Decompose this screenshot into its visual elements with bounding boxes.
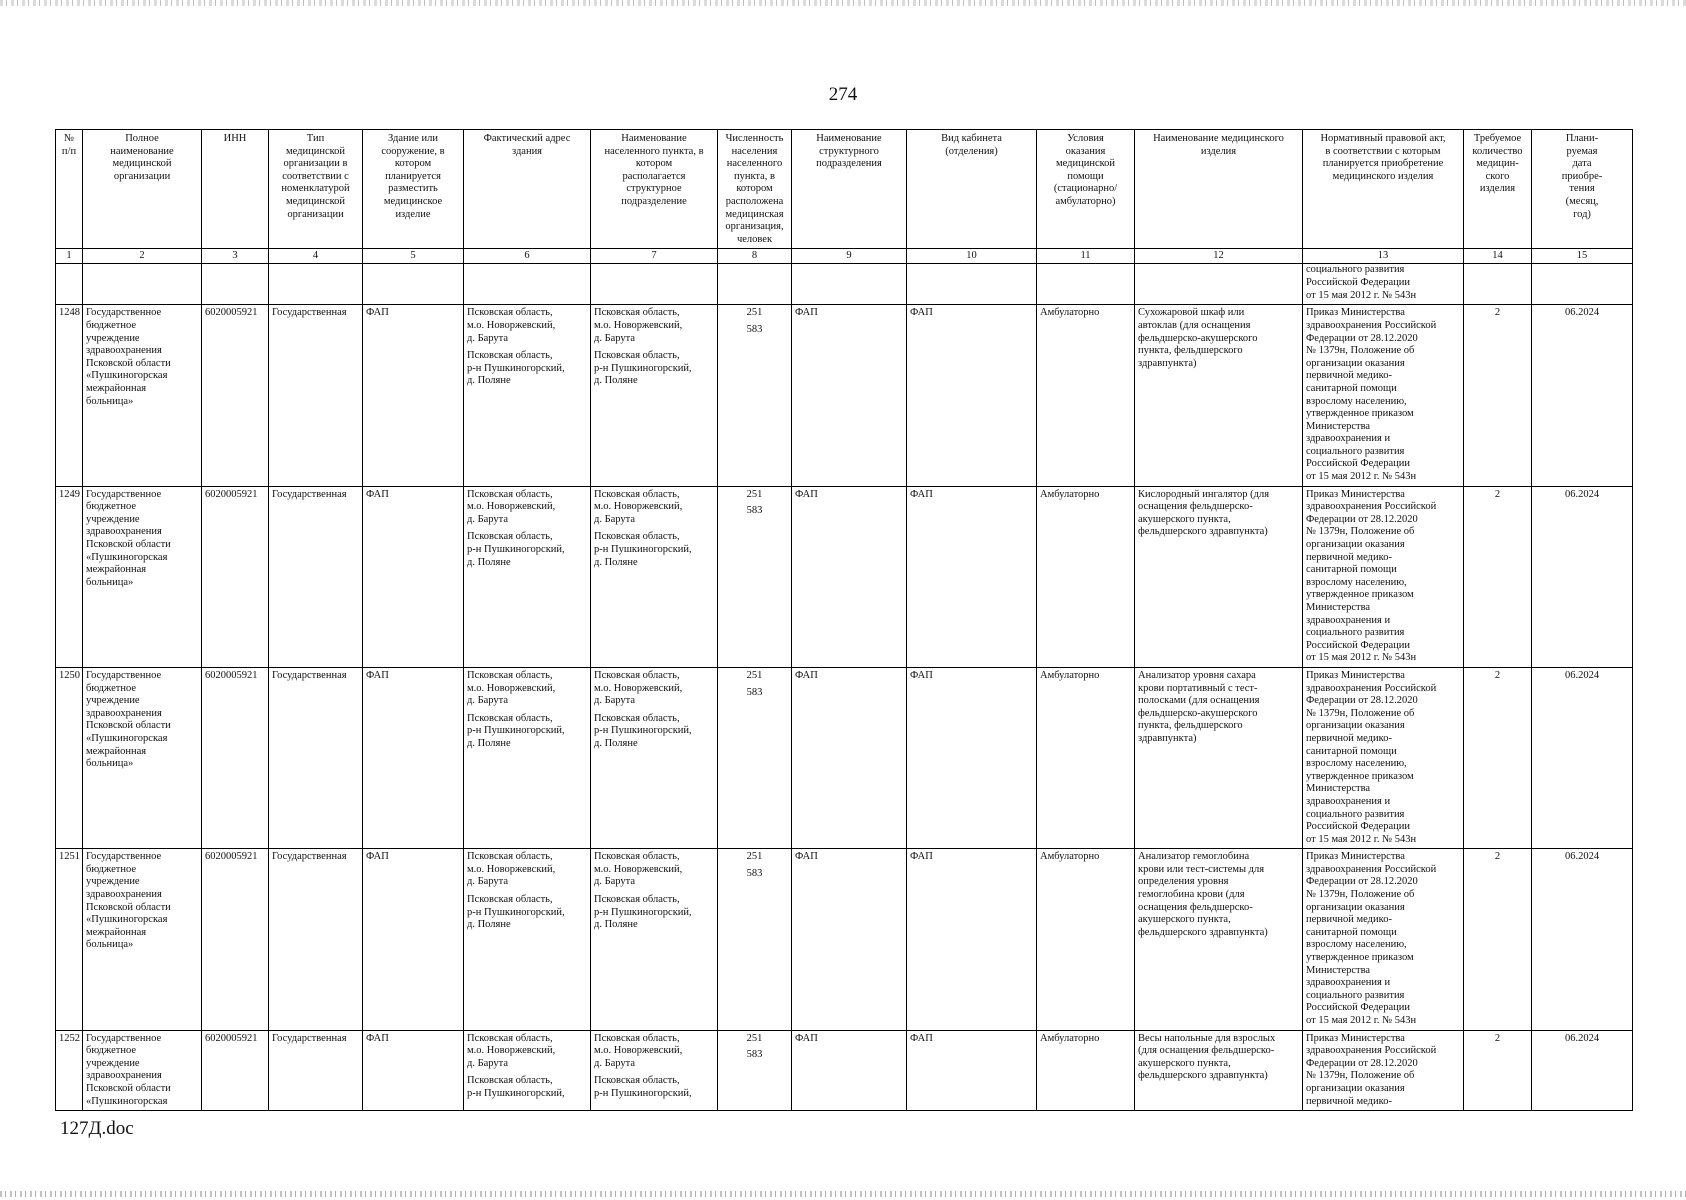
care-conditions: Амбулаторно	[1037, 486, 1135, 667]
population-2: 583	[746, 323, 763, 335]
continuation-act-text: социального развития Российской Федерации от 15 мая 2012 г. № 543н	[1303, 264, 1464, 305]
structural-unit: ФАП	[792, 1030, 907, 1111]
cont-cell-12	[1135, 264, 1303, 305]
header-col-8: Численность населения населенного пункта, в котором расположена медицинская организация, человек	[718, 130, 792, 249]
header-col-11: Условия оказания медицинской помощи (стационарно/ амбулаторно)	[1037, 130, 1135, 249]
cont-cell-4	[269, 264, 363, 305]
planned-date: 06.2024	[1532, 667, 1633, 848]
quantity: 2	[1464, 1030, 1532, 1111]
continuation-row	[56, 264, 1633, 305]
legal-act: Приказ Министерства здравоохранения Российской Федерации от 28.12.2020 № 1379н, Положение об организации оказания первичной медико-	[1303, 1030, 1464, 1111]
settlement-block-2: Псковская область, р-н Пушкиногорский, д. Поляне	[594, 531, 692, 568]
column-number-14: 14	[1464, 249, 1532, 264]
structural-unit: ФАП	[792, 667, 907, 848]
column-number-2: 2	[83, 249, 202, 264]
settlement-name	[591, 849, 718, 1030]
equipment-table	[55, 129, 1633, 1111]
organization-type: Государственная	[269, 486, 363, 667]
address-block-2: Псковская область, р-н Пушкиногорский,	[467, 1075, 565, 1099]
address-block-1: Псковская область, м.о. Новоржевский, д. Барута	[467, 307, 556, 344]
planned-date: 06.2024	[1532, 1030, 1633, 1111]
settlement-block-2: Псковская область, р-н Пушкиногорский, д. Поляне	[594, 712, 692, 749]
cont-cell-9	[792, 264, 907, 305]
settlement-name	[591, 667, 718, 848]
care-conditions: Амбулаторно	[1037, 667, 1135, 848]
planned-date: 06.2024	[1532, 305, 1633, 486]
row-number: 1249	[56, 486, 83, 667]
organization-type: Государственная	[269, 667, 363, 848]
row-number: 1251	[56, 849, 83, 1030]
cont-cell-10	[907, 264, 1037, 305]
cont-cell-15	[1532, 264, 1633, 305]
inn: 6020005921	[202, 849, 269, 1030]
settlement-name	[591, 305, 718, 486]
settlement-block-2: Псковская область, р-н Пушкиногорский,	[594, 1075, 692, 1099]
legal-act: Приказ Министерства здравоохранения Российской Федерации от 28.12.2020 № 1379н, Положение об организации оказания первичной медико- санитарной помощи взрослому населению, утвержденное приказом Министерства здравоохранения и социального развития Российской Федерации от 15 мая 2012 г. № 543н	[1303, 305, 1464, 486]
legal-act: Приказ Министерства здравоохранения Российской Федерации от 28.12.2020 № 1379н, Положение об организации оказания первичной медико- санитарной помощи взрослому населению, утвержденное приказом Министерства здравоохранения и социального развития Российской Федерации от 15 мая 2012 г. № 543н	[1303, 849, 1464, 1030]
actual-address	[464, 667, 591, 848]
cabinet-type: ФАП	[907, 1030, 1037, 1111]
address-block-2: Псковская область, р-н Пушкиногорский, д. Поляне	[467, 894, 565, 931]
planned-date: 06.2024	[1532, 849, 1633, 1030]
population-2: 583	[746, 686, 763, 698]
row-number: 1252	[56, 1030, 83, 1111]
header-col-5: Здание или сооружение, в котором планируется разместить медицинское изделие	[363, 130, 464, 249]
column-number-11: 11	[1037, 249, 1135, 264]
organization-name: Государственное бюджетное учреждение здравоохранения Псковской области «Пушкиногорская межрайонная больница»	[83, 849, 202, 1030]
cont-cell-5	[363, 264, 464, 305]
footer-filename: 127Д.doc	[60, 1118, 134, 1139]
table-row	[56, 849, 1633, 1030]
address-block-1: Псковская область, м.о. Новоржевский, д. Барута	[467, 669, 556, 707]
settlement-name	[591, 1030, 718, 1111]
cont-cell-2	[83, 264, 202, 305]
legal-act: Приказ Министерства здравоохранения Российской Федерации от 28.12.2020 № 1379н, Положение об организации оказания первичной медико- санитарной помощи взрослому населению, утвержденное приказом Министерства здравоохранения и социального развития Российской Федерации от 15 мая 2012 г. № 543н	[1303, 486, 1464, 667]
row-number: 1250	[56, 667, 83, 848]
cabinet-type: ФАП	[907, 305, 1037, 486]
population-1: 251	[746, 851, 763, 863]
inn: 6020005921	[202, 305, 269, 486]
header-col-2: Полное наименование медицинской организации	[83, 130, 202, 249]
inn: 6020005921	[202, 1030, 269, 1111]
cont-cell-3	[202, 264, 269, 305]
care-conditions: Амбулаторно	[1037, 305, 1135, 486]
care-conditions: Амбулаторно	[1037, 849, 1135, 1030]
address-block-1: Псковская область, м.о. Новоржевский, д. Барута	[467, 488, 556, 525]
header-col-10: Вид кабинета (отделения)	[907, 130, 1037, 249]
column-number-9: 9	[792, 249, 907, 264]
structural-unit: ФАП	[792, 849, 907, 1030]
address-block-2: Псковская область, р-н Пушкиногорский, д. Поляне	[467, 531, 565, 568]
settlement-block-1: Псковская область, м.о. Новоржевский, д. Барута	[594, 488, 683, 525]
population	[718, 849, 792, 1030]
legal-act: Приказ Министерства здравоохранения Российской Федерации от 28.12.2020 № 1379н, Положение об организации оказания первичной медико- санитарной помощи взрослому населению, утвержденное приказом Министерства здравоохранения и социального развития Российской Федерации от 15 мая 2012 г. № 543н	[1303, 667, 1464, 848]
cont-cell-8	[718, 264, 792, 305]
header-col-7: Наименование населенного пункта, в котором располагается структурное подразделение	[591, 130, 718, 249]
population-2: 583	[746, 867, 763, 879]
header-col-4: Тип медицинской организации в соответствии с номенклатурой медицинской организации	[269, 130, 363, 249]
cabinet-type: ФАП	[907, 667, 1037, 848]
column-number-1: 1	[56, 249, 83, 264]
header-col-3: ИНН	[202, 130, 269, 249]
settlement-block-2: Псковская область, р-н Пушкиногорский, д. Поляне	[594, 350, 692, 387]
table-row	[56, 486, 1633, 667]
cont-cell-6	[464, 264, 591, 305]
organization-name: Государственное бюджетное учреждение здравоохранения Псковской области «Пушкиногорская	[83, 1030, 202, 1111]
page-number: 274	[828, 84, 858, 105]
structural-unit: ФАП	[792, 305, 907, 486]
column-number-10: 10	[907, 249, 1037, 264]
population-1: 251	[746, 1032, 763, 1044]
settlement-block-1: Псковская область, м.о. Новоржевский, д. Барута	[594, 851, 683, 888]
population	[718, 486, 792, 667]
medical-device: Кислородный ингалятор (для оснащения фельдшерско- акушерского пункта, фельдшерского здравпункта)	[1135, 486, 1303, 667]
inn: 6020005921	[202, 667, 269, 848]
structural-unit: ФАП	[792, 486, 907, 667]
cont-cell-14	[1464, 264, 1532, 305]
building: ФАП	[363, 486, 464, 667]
settlement-block-2: Псковская область, р-н Пушкиногорский, д. Поляне	[594, 894, 692, 931]
quantity: 2	[1464, 305, 1532, 486]
address-block-1: Псковская область, м.о. Новоржевский, д. Барута	[467, 851, 556, 888]
column-number-5: 5	[363, 249, 464, 264]
column-number-3: 3	[202, 249, 269, 264]
header-col-15: Плани- руемая дата приобре- тения (месяц, год)	[1532, 130, 1633, 249]
address-block-2: Псковская область, р-н Пушкиногорский, д. Поляне	[467, 350, 565, 387]
column-number-6: 6	[464, 249, 591, 264]
settlement-block-1: Псковская область, м.о. Новоржевский, д. Барута	[594, 307, 683, 344]
building: ФАП	[363, 849, 464, 1030]
actual-address	[464, 1030, 591, 1111]
header-row	[56, 130, 1633, 249]
address-block-2: Псковская область, р-н Пушкиногорский, д. Поляне	[467, 712, 565, 749]
header-col-9: Наименование структурного подразделения	[792, 130, 907, 249]
organization-type: Государственная	[269, 1030, 363, 1111]
address-block-1: Псковская область, м.о. Новоржевский, д. Барута	[467, 1032, 556, 1069]
table-row	[56, 305, 1633, 486]
settlement-block-1: Псковская область, м.о. Новоржевский, д. Барута	[594, 669, 683, 707]
medical-device: Анализатор уровня сахара крови портативный с тест- полосками (для оснащения фельдшерско-акушерского пункта, фельдшерского здравпункта)	[1135, 667, 1303, 848]
scan-edge-bottom	[0, 1191, 1686, 1197]
settlement-block-1: Псковская область, м.о. Новоржевский, д. Барута	[594, 1032, 683, 1069]
population-1: 251	[746, 307, 763, 319]
actual-address	[464, 486, 591, 667]
header-col-1: № п/п	[56, 130, 83, 249]
actual-address	[464, 305, 591, 486]
population-2: 583	[746, 1049, 763, 1061]
cabinet-type: ФАП	[907, 486, 1037, 667]
medical-device: Весы напольные для взрослых (для оснащения фельдшерско- акушерского пункта, фельдшерского здравпункта)	[1135, 1030, 1303, 1111]
table-row	[56, 1030, 1633, 1111]
column-number-15: 15	[1532, 249, 1633, 264]
quantity: 2	[1464, 667, 1532, 848]
header-col-13: Нормативный правовой акт, в соответствии с которым планируется приобретение медицинского изделия	[1303, 130, 1464, 249]
row-number: 1248	[56, 305, 83, 486]
cont-cell-11	[1037, 264, 1135, 305]
cabinet-type: ФАП	[907, 849, 1037, 1030]
population	[718, 305, 792, 486]
medical-device: Сухожаровой шкаф или автоклав (для оснащения фельдшерско-акушерского пункта, фельдшерского здравпункта)	[1135, 305, 1303, 486]
header-col-6: Фактический адрес здания	[464, 130, 591, 249]
quantity: 2	[1464, 849, 1532, 1030]
organization-name: Государственное бюджетное учреждение здравоохранения Псковской области «Пушкиногорская межрайонная больница»	[83, 667, 202, 848]
population	[718, 667, 792, 848]
planned-date: 06.2024	[1532, 486, 1633, 667]
population-1: 251	[746, 488, 763, 500]
inn: 6020005921	[202, 486, 269, 667]
population-1: 251	[746, 669, 763, 681]
settlement-name	[591, 486, 718, 667]
building: ФАП	[363, 1030, 464, 1111]
building: ФАП	[363, 667, 464, 848]
column-number-7: 7	[591, 249, 718, 264]
organization-type: Государственная	[269, 305, 363, 486]
population-2: 583	[746, 505, 763, 517]
column-number-4: 4	[269, 249, 363, 264]
column-number-13: 13	[1303, 249, 1464, 264]
column-number-row	[56, 249, 1633, 264]
column-number-8: 8	[718, 249, 792, 264]
header-col-12: Наименование медицинского изделия	[1135, 130, 1303, 249]
organization-name: Государственное бюджетное учреждение здравоохранения Псковской области «Пушкиногорская межрайонная больница»	[83, 305, 202, 486]
table-row	[56, 667, 1633, 848]
cont-cell-7	[591, 264, 718, 305]
scan-edge-top	[0, 0, 1686, 6]
header-col-14: Требуемое количество медицин- ского изделия	[1464, 130, 1532, 249]
column-number-12: 12	[1135, 249, 1303, 264]
quantity: 2	[1464, 486, 1532, 667]
organization-name: Государственное бюджетное учреждение здравоохранения Псковской области «Пушкиногорская межрайонная больница»	[83, 486, 202, 667]
care-conditions: Амбулаторно	[1037, 1030, 1135, 1111]
building: ФАП	[363, 305, 464, 486]
population	[718, 1030, 792, 1111]
medical-device: Анализатор гемоглобина крови или тест-системы для определения уровня гемоглобина крови (для оснащения фельдшерско- акушерского пункта, фельдшерского здравпункта)	[1135, 849, 1303, 1030]
cont-cell-1	[56, 264, 83, 305]
organization-type: Государственная	[269, 849, 363, 1030]
actual-address	[464, 849, 591, 1030]
